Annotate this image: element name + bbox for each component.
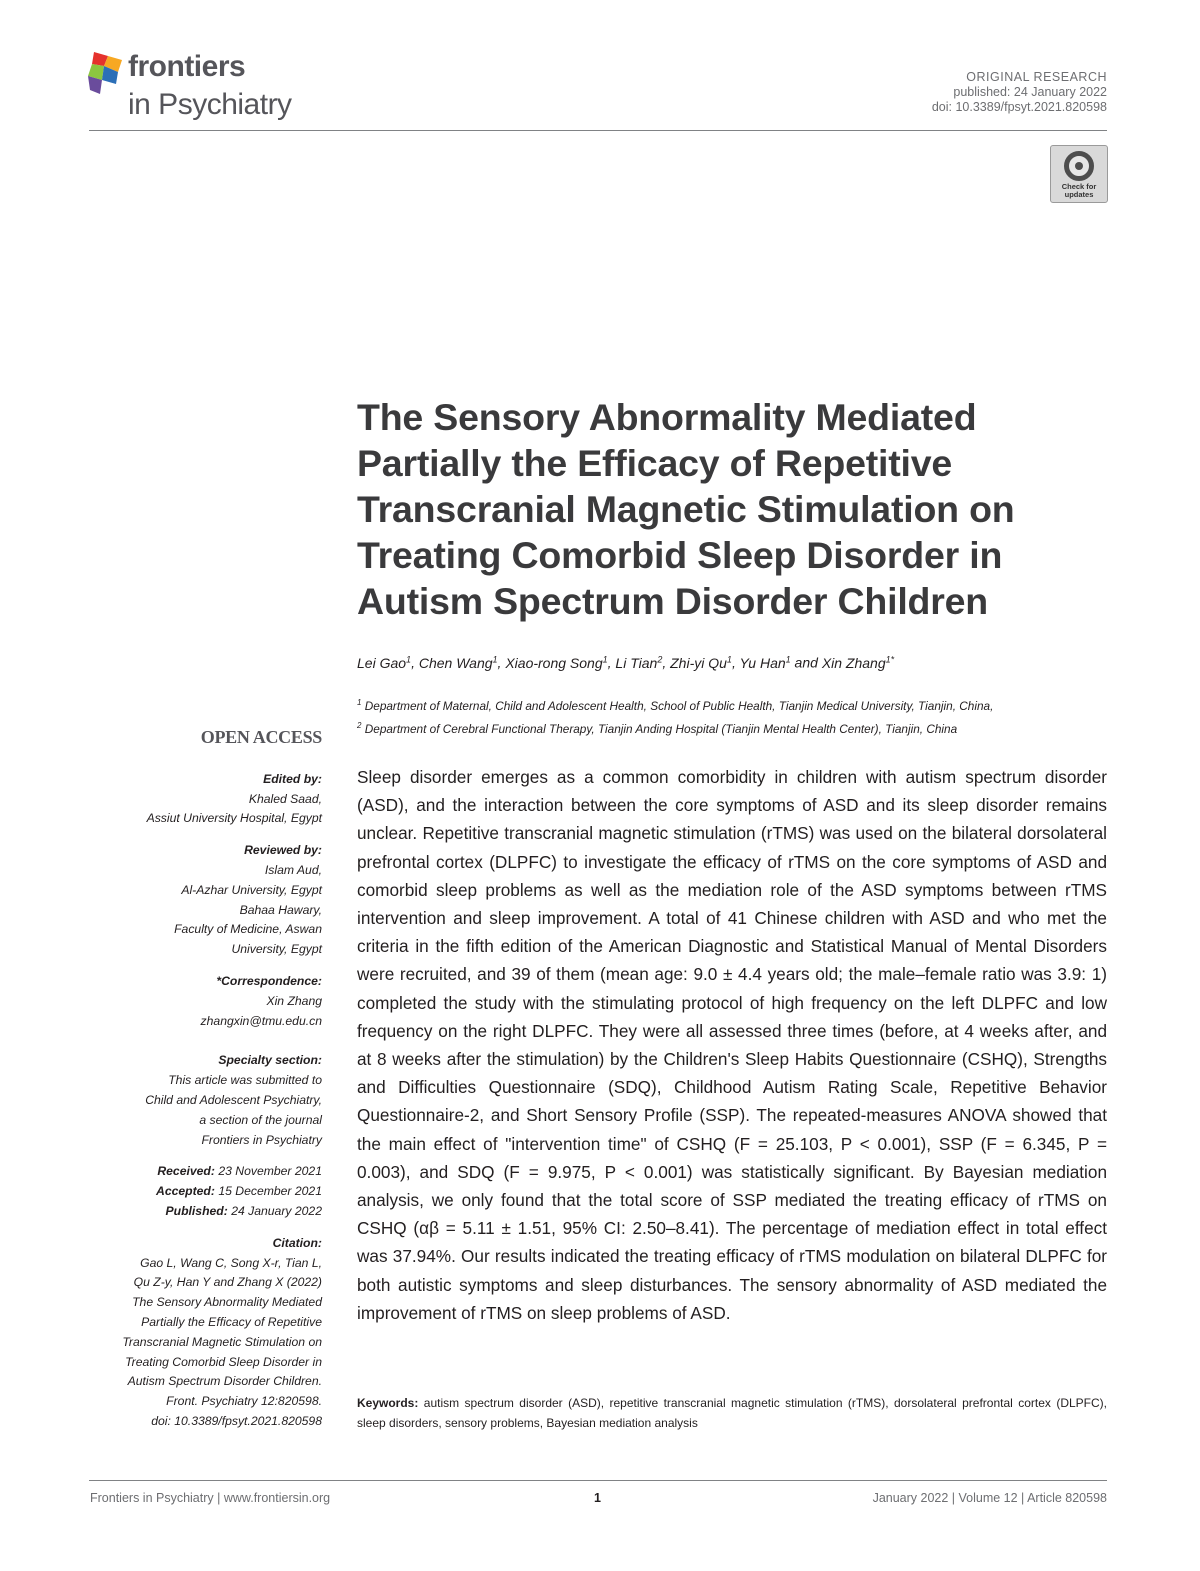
author-list: Lei Gao$^1$, Chen Wang$^1$, Xiao-rong Song$^1$, Li Tian$^2$, Zhi-yi Qu$^1$, Yu Han$^1$ and Xin Zhang$^{1*}$ [357, 654, 895, 671]
citation-label: Citation: [272, 1235, 322, 1250]
received-date: Received: 23 November 2021 [157, 1164, 322, 1179]
reviewer-line[interactable]: Islam Aud, [264, 862, 322, 877]
check-for-updates-badge[interactable] [1050, 145, 1108, 203]
citation-line: Autism Spectrum Disorder Children. [127, 1374, 322, 1389]
keywords [357, 1393, 1107, 1433]
reviewer-line[interactable]: Bahaa Hawary, [239, 902, 322, 917]
article-title: The Sensory Abnormality Mediated Partially the Efficacy of Repetitive Transcranial Magnetic Stimulation on Treating Comorbid Sleep Disorder in Autism Spectrum Disorder Children [357, 396, 1015, 622]
citation-line: Qu Z-y, Han Y and Zhang X (2022) [133, 1275, 322, 1290]
reviewed-by-label: Reviewed by: [244, 843, 322, 858]
author[interactable]: Xin Zhang$^{1*}$ [821, 654, 895, 671]
published-date-sidebar: Published: 24 January 2022 [165, 1203, 322, 1218]
specialty-line: a section of the journal [199, 1112, 322, 1127]
journal-name-line2: in Psychiatry [128, 88, 292, 121]
editor-line[interactable]: Khaled Saad, [248, 791, 322, 806]
journal-name-line1: frontiers [128, 50, 246, 83]
page-number: 1 [594, 1491, 601, 1505]
edited-by-label: Edited by: [263, 771, 322, 786]
author[interactable]: Xiao-rong Song$^1$ [505, 654, 608, 671]
citation-line: Partially the Efficacy of Repetitive [141, 1314, 322, 1329]
article-type: ORIGINAL RESEARCH [966, 70, 1107, 84]
footer-journal-link[interactable]: Frontiers in Psychiatry | www.frontiersin.org [90, 1491, 331, 1505]
reviewer-line: Faculty of Medicine, Aswan [174, 922, 322, 937]
article-sidebar [90, 728, 322, 1432]
author[interactable]: Chen Wang$^1$ [418, 654, 498, 671]
editor-line: Assiut University Hospital, Egypt [146, 811, 322, 826]
journal-logo [88, 48, 308, 126]
correspondence-email[interactable]: zhangxin@tmu.edu.cn [200, 1013, 322, 1028]
citation-line: Treating Comorbid Sleep Disorder in [125, 1354, 322, 1369]
author[interactable]: Lei Gao$^1$ [357, 654, 412, 671]
check-updates-icon [1064, 151, 1094, 181]
citation-line: Gao L, Wang C, Song X-r, Tian L, [140, 1255, 322, 1270]
reviewer-line: University, Egypt [231, 942, 322, 957]
article-doi[interactable]: doi: 10.3389/fpsyt.2021.820598 [931, 100, 1107, 114]
citation-line: Front. Psychiatry 12:820598. [166, 1394, 322, 1409]
keywords-label: Keywords: [357, 1396, 419, 1410]
published-date: published: 24 January 2022 [953, 85, 1107, 99]
open-access-label: OPEN ACCESS [200, 727, 322, 747]
reviewer-line: Al-Azhar University, Egypt [181, 882, 322, 897]
keywords-text: autism spectrum disorder (ASD), repetitive transcranial magnetic stimulation (rTMS), dorsolateral prefrontal cortex (DLPFC), sleep disorders, sensory problems, Bayesian mediation analysis [357, 1396, 1107, 1430]
affiliations [357, 693, 1117, 739]
footer-issue-info: January 2022 | Volume 12 | Article 820598 [872, 1491, 1107, 1505]
accepted-date: Accepted: 15 December 2021 [156, 1184, 322, 1199]
citation-line: Transcranial Magnetic Stimulation on [122, 1334, 322, 1349]
check-updates-label: Check for updates [1061, 182, 1097, 199]
specialty-line: Frontiers in Psychiatry [201, 1132, 322, 1147]
citation-doi[interactable]: doi: 10.3389/fpsyt.2021.820598 [151, 1413, 322, 1428]
footer-divider [89, 1480, 1107, 1481]
author[interactable]: Li Tian$^2$ [615, 654, 663, 671]
frontiers-logo-icon [88, 52, 128, 96]
specialty-section-label: Specialty section: [218, 1053, 322, 1068]
author[interactable]: Yu Han$^1$ [739, 654, 791, 671]
author[interactable]: Zhi-yi Qu$^1$ [670, 654, 732, 671]
correspondence-name[interactable]: Xin Zhang [266, 993, 322, 1008]
header-divider [89, 130, 1107, 131]
affiliation-item: $^1$ Department of Maternal, Child and Adolescent Health, School of Public Health, Tianjin Medical University, Tianjin, China, [357, 698, 994, 713]
correspondence-label: *Correspondence: [216, 973, 322, 988]
affiliation-item: $^2$ Department of Cerebral Functional Therapy, Tianjin Anding Hospital (Tianjin Mental Health Center), Tianjin, China [357, 720, 958, 736]
specialty-line: This article was submitted to [168, 1073, 322, 1088]
abstract-text: Sleep disorder emerges as a common comorbidity in children with autism spectrum disorder (ASD), and the interaction between the core symptoms of ASD and its sleep disorder remains unclear. Repetitive transcranial magnetic stimulation (rTMS) was used on the bilateral dorsolateral prefrontal cortex (DLPFC) to investigate the efficacy of rTMS on the core symptoms of ASD and comorbid sleep problems as well as the mediation role of the ASD symptoms between rTMS intervention and sleep improvement. A total of 41 Chinese children with ASD and who met the criteria in the fifth edition of the American Diagnostic and Statistical Manual of Mental Disorders were recruited, and 39 of them (mean age: 9.0 ± 4.4 years old; the male–female ratio was 3.9: 1) completed the study with the stimulating protocol of high frequency on the left DLPFC and low frequency on the right DLPFC. They were all assessed three times (before, at 4 weeks after, and at 8 weeks after the stimulation) by the Children's Sleep Habits Questionnaire (CSHQ), Strengths and Difficulties Questionnaire (SDQ), Childhood Autism Rating Scale, Repetitive Behavior Questionnaire-2, and Short Sensory Profile (SSP). The repeated-measures ANOVA showed that the main effect of "intervention time" of CSHQ (F = 25.103, P < 0.001), SSP (F = 6.345, P = 0.003), and SDQ (F = 9.975, P < 0.001) was statistically significant. By Bayesian mediation analysis, we only found that the total score of SSP mediated the treating efficacy of rTMS on CSHQ (αβ = 5.11 ± 1.51, 95% CI: 2.50–8.41). The percentage of mediation effect in total effect was 37.94%. Our results indicated the treating efficacy of rTMS modulation on bilateral DLPFC for both autistic symptoms and sleep disturbances. The sensory abnormality of ASD mediated the improvement of rTMS on sleep problems of ASD. [357, 767, 1107, 1323]
specialty-line: Child and Adolescent Psychiatry, [145, 1092, 322, 1107]
citation-line: The Sensory Abnormality Mediated [132, 1295, 322, 1310]
article-meta [932, 70, 1107, 115]
